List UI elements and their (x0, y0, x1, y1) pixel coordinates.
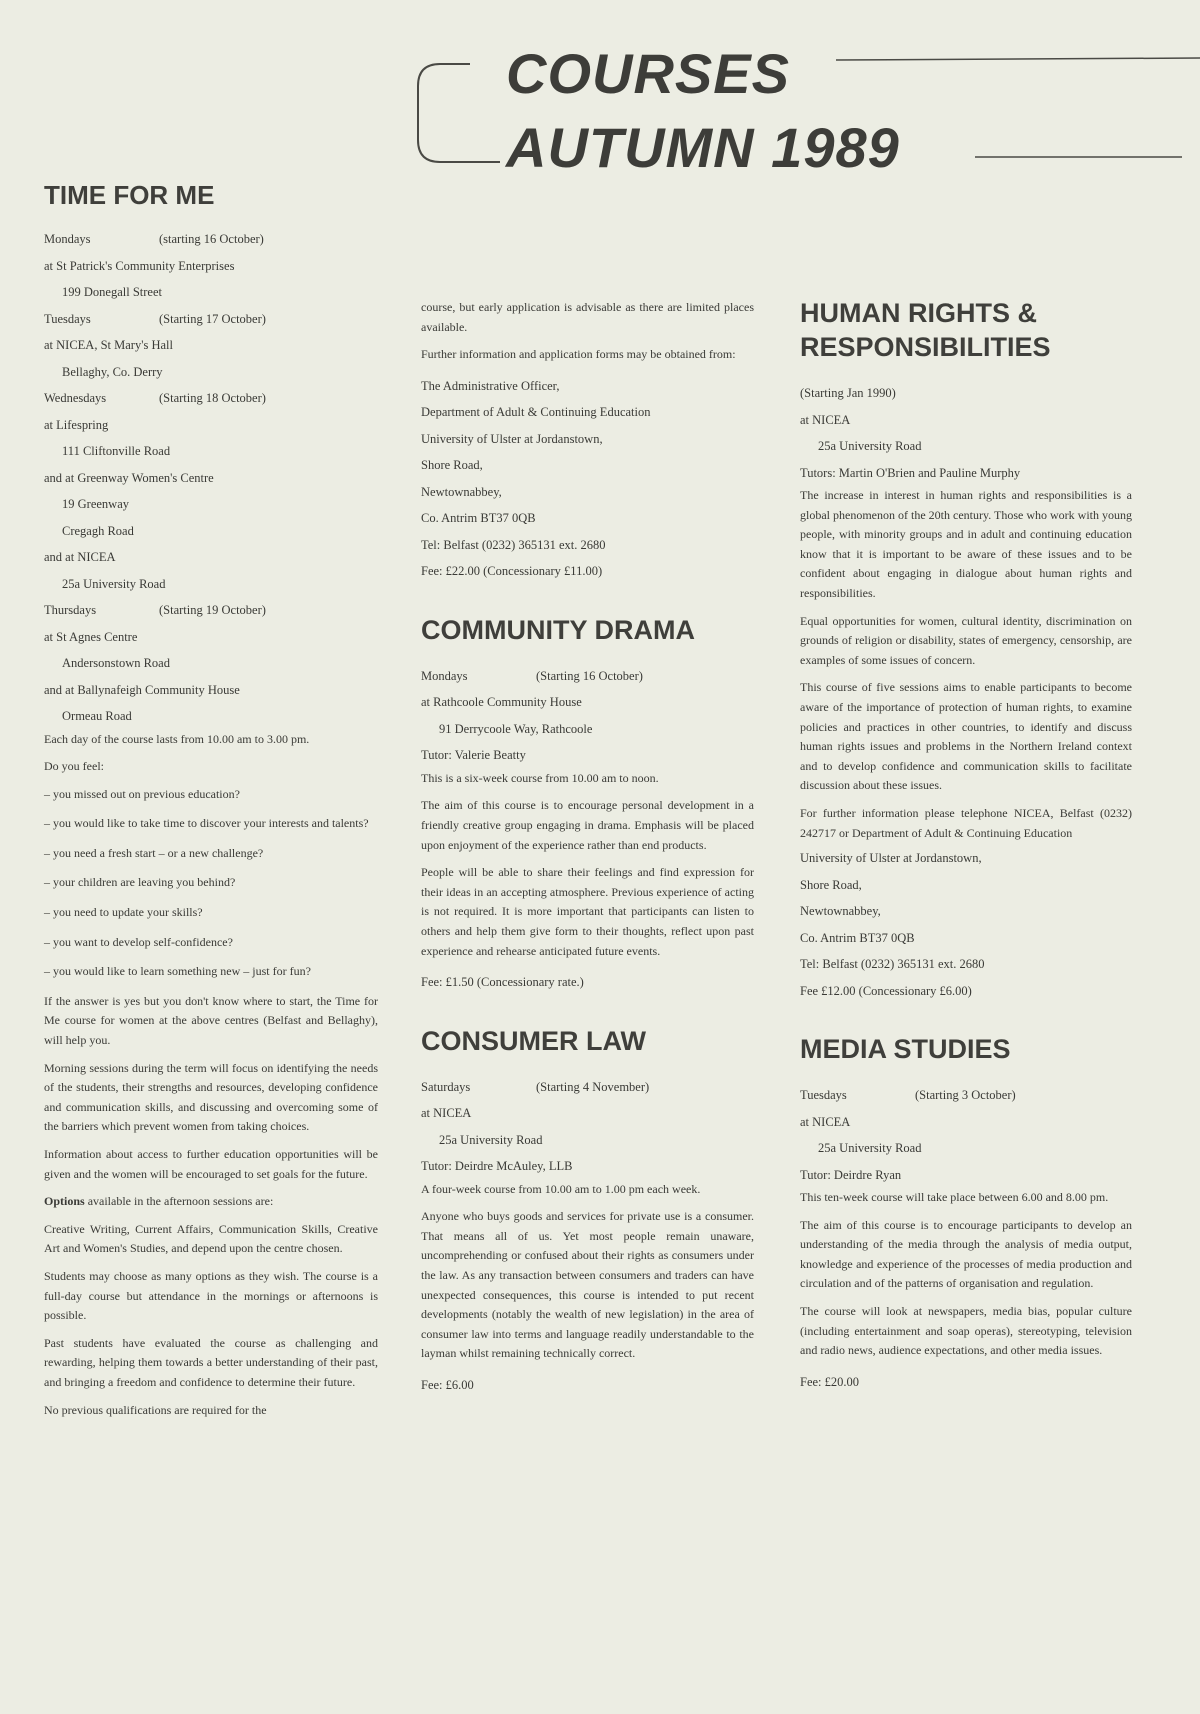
list-item: – you need a fresh start – or a new challenge? (44, 845, 264, 860)
options-list-paragraph: Creative Writing, Current Affairs, Communication Skills, Creative Art and Women's Studies, and depend upon the centre chosen. (44, 1221, 378, 1256)
schedule-start: (Starting 19 October) (159, 603, 266, 617)
course-venue: at NICEA (800, 412, 851, 427)
address-line: Department of Adult & Continuing Education (421, 405, 651, 420)
address-line: Tel: Belfast (0232) 365131 ext. 2680 (800, 957, 985, 972)
address-line: The Administrative Officer, (421, 378, 560, 393)
course-day: Tuesdays (800, 1088, 847, 1103)
morning-paragraph: Morning sessions during the term will focus on identifying the needs of the students, their strengths and resources, developing confidence and communication skills, and discussing and overcoming some of the barriers which prevent women from taking choices. (44, 1060, 378, 1134)
course-paragraph: This course of five sessions aims to enable participants to become aware of the importance of protection of human rights, to examine policies and practices in other countries, to identify and discuss human rights issues and problems in the Northern Ireland context and to develop confidence and communication skills to facilitate discussion about these issues. (800, 680, 1132, 793)
course-venue: at NICEA (800, 1114, 851, 1129)
course-day: Mondays (421, 668, 468, 683)
course-day: Saturdays (421, 1079, 471, 1094)
address-line: University of Ulster at Jordanstown, (421, 431, 603, 446)
course-venue: at Rathcoole Community House (421, 695, 582, 710)
students-paragraph: Students may choose as many options as they wish. The course is a full-day course but attendance in the mornings or afternoons is possible. (44, 1268, 378, 1323)
masthead-title-courses: COURSES (506, 42, 790, 105)
course-paragraph: Equal opportunities for women, cultural identity, discrimination on grounds of religion or disability, states of emergency, censorship, are examples of some issues of concern. (800, 613, 1132, 667)
list-item: – you would like to take time to discover your interests and talents? (44, 816, 369, 831)
course-street: 91 Derrycoole Way, Rathcoole (439, 721, 593, 736)
schedule-venue: and at Greenway Women's Centre (44, 470, 214, 485)
course-start: (Starting 4 November) (536, 1079, 650, 1094)
duration-text: Each day of the course lasts from 10.00 am to 3.00 pm. (44, 731, 310, 746)
schedule-street: Andersonstown Road (62, 656, 170, 670)
schedule-street: 199 Donegall Street (62, 285, 162, 299)
course-paragraph: People will be able to share their feelings and find expression for their ideas in an accepting atmosphere. Previous experience of acting is not required. It is more important that participants can listen to others and help them give form to their thoughts, reflect upon past experience and rehearse anticipated future events. (421, 865, 754, 958)
no-previous-paragraph: No previous qualifications are required for the (44, 1402, 267, 1417)
question-text: Do you feel: (44, 759, 104, 774)
course-paragraph: The course will look at newspapers, media bias, popular culture (including entertainment and soap operas), stereotyping, television and radio news, audience expectations, and other media issues. (800, 1304, 1132, 1358)
heading-community-drama: COMMUNITY DRAMA (421, 614, 695, 645)
schedule-street: Bellaghy, Co. Derry (62, 364, 163, 379)
course-paragraph: The aim of this course is to encourage personal development in a friendly creative group engaging in drama. Emphasis will be placed upon enjoyment of the experience rather than end products. (421, 798, 754, 852)
schedule-street: 19 Greenway (62, 497, 129, 511)
schedule-list (44, 226, 378, 730)
options-rest: available in the afternoon sessions are: (84, 1194, 274, 1209)
schedule-day: Wednesdays (44, 391, 107, 405)
heading-media-studies: MEDIA STUDIES (800, 1034, 1011, 1065)
course-tutor: Tutor: Deirdre Ryan (800, 1167, 902, 1182)
list-item: – you want to develop self-confidence? (44, 934, 233, 949)
schedule-venue: and at NICEA (44, 550, 116, 564)
masthead-title-autumn: AUTUMN 1989 (506, 116, 900, 179)
course-paragraph: This ten-week course will take place between 6.00 and 8.00 pm. (800, 1190, 1109, 1205)
address-line: Tel: Belfast (0232) 365131 ext. 2680 (421, 537, 606, 552)
course-street: 25a University Road (818, 439, 922, 453)
column-right (800, 296, 1132, 1395)
schedule-start: (Starting 18 October) (159, 391, 266, 405)
list-item: – you would like to learn something new – just for fun? (44, 964, 311, 979)
course-paragraph: The increase in interest in human rights and responsibilities is a global phenomenon of the 20th century. Those who work with young people, with minority groups and in adult and continuing education know that it is important to be aware of these issues and to be confident about engaging in dialogue about human rights and responsibilities. (800, 488, 1132, 600)
fee-line: Fee: £22.00 (Concessionary £11.00) (421, 564, 603, 579)
schedule-street: 111 Cliftonville Road (62, 444, 171, 458)
heading-line: RESPONSIBILITIES (800, 332, 1051, 362)
course-paragraph: Anyone who buys goods and services for private use is a consumer. That means all of us. Yet most people remain unaware, uncomprehending or confused about their rights as consumers under the law. As any transaction between consumers and traders can have unexpected consequences, this course is intended to put recent developments (notably the wealth of new legislation) in the area of consumer law into terms and language readily understandable to the layman whilst remaining technically correct. (421, 1209, 754, 1361)
address-line: Co. Antrim BT37 0QB (421, 511, 536, 526)
schedule-venue: at St Patrick's Community Enterprises (44, 258, 235, 273)
fee-line: Fee £12.00 (Concessionary £6.00) (800, 983, 972, 998)
course-fee: Fee: £1.50 (Concessionary rate.) (421, 975, 584, 990)
options-paragraph (44, 1192, 378, 1212)
schedule-street: Cregagh Road (62, 523, 134, 538)
address-line: Newtownabbey, (800, 904, 881, 919)
course-fee: Fee: £20.00 (800, 1374, 860, 1389)
list-item: – you missed out on previous education? (44, 786, 240, 801)
schedule-day: Tuesdays (44, 311, 91, 326)
schedule-venue: at St Agnes Centre (44, 629, 138, 644)
course-tutor: Tutor: Deirdre McAuley, LLB (421, 1159, 573, 1174)
past-students-paragraph: Past students have evaluated the course as challenging and rewarding, helping them towards a better understanding of their past, and bringing a freedom and confidence to determine their future. (44, 1335, 378, 1389)
information-paragraph: Information about access to further education opportunities will be given and the women will be encouraged to set goals for the future. (44, 1147, 378, 1181)
further-info-paragraph: Further information and application forms may be obtained from: (421, 347, 736, 362)
course-tutor: Tutors: Martin O'Brien and Pauline Murphy (800, 465, 1021, 480)
schedule-day: Mondays (44, 232, 91, 246)
heading-human-rights (800, 296, 1132, 364)
course-paragraph: This is a six-week course from 10.00 am to noon. (421, 770, 659, 785)
masthead (0, 0, 1200, 200)
heading-line: HUMAN RIGHTS & (800, 298, 1037, 328)
answer-paragraph: If the answer is yes but you don't know where to start, the Time for Me course for women at the above centres (Belfast and Bellaghy), will help you. (44, 993, 378, 1048)
schedule-venue: at Lifespring (44, 417, 109, 432)
course-paragraph: A four-week course from 10.00 am to 1.00 pm each week. (421, 1181, 701, 1196)
list-item: – your children are leaving you behind? (44, 875, 236, 890)
address-line: Shore Road, (421, 458, 483, 473)
schedule-street: Ormeau Road (62, 709, 132, 723)
column-time-for-me (44, 180, 378, 1428)
address-line: Newtownabbey, (421, 484, 502, 499)
list-item: – you need to update your skills? (44, 905, 203, 920)
course-street: 25a University Road (818, 1141, 922, 1156)
course-venue: at NICEA (421, 1106, 472, 1121)
options-bold: Options (44, 1194, 85, 1209)
address-line: University of Ulster at Jordanstown, (800, 851, 982, 866)
schedule-start: (starting 16 October) (159, 232, 264, 246)
course-street: 25a University Road (439, 1132, 543, 1147)
continued-paragraph: course, but early application is advisable as there are limited places available. (421, 300, 754, 334)
course-paragraph: For further information please telephone NICEA, Belfast (0232) 242717 or Department of Adult & Continuing Education (800, 805, 1132, 840)
course-start: (Starting 16 October) (536, 668, 643, 683)
schedule-start: (Starting 17 October) (159, 311, 266, 326)
course-tutor: Tutor: Valerie Beatty (421, 748, 526, 763)
column-middle (421, 298, 754, 1398)
heading-consumer-law: CONSUMER LAW (421, 1025, 646, 1056)
schedule-day: Thursdays (44, 603, 97, 617)
address-line: Shore Road, (800, 877, 862, 892)
schedule-venue: and at Ballynafeigh Community House (44, 682, 240, 697)
address-line: Co. Antrim BT37 0QB (800, 930, 915, 945)
course-fee: Fee: £6.00 (421, 1377, 474, 1392)
course-paragraph: The aim of this course is to encourage participants to develop an understanding of the media through the analysis of media output, knowledge and experience of the processes of media production and circulation and of the patterns of organisation and regulation. (800, 1217, 1132, 1291)
heading-time-for-me: TIME FOR ME (44, 180, 215, 210)
course-start: (Starting Jan 1990) (800, 386, 896, 400)
course-start: (Starting 3 October) (915, 1088, 1016, 1103)
schedule-venue: at NICEA, St Mary's Hall (44, 338, 173, 352)
schedule-street: 25a University Road (62, 576, 166, 591)
